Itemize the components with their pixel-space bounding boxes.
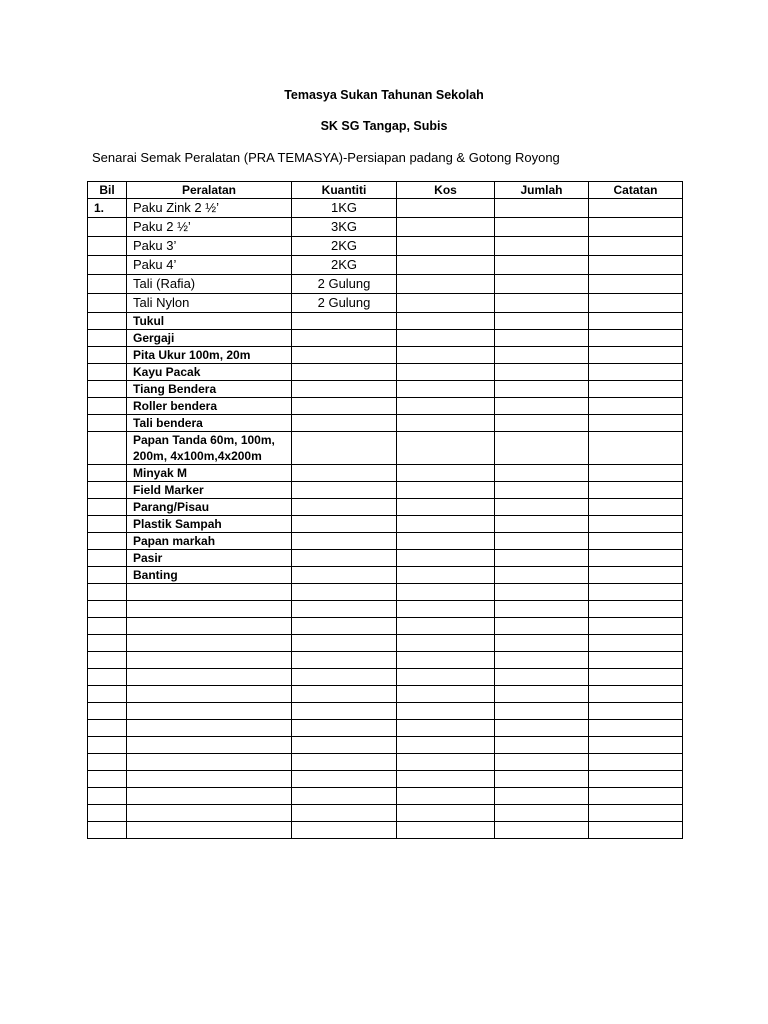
cell-catatan xyxy=(589,330,683,347)
table-row xyxy=(88,499,683,516)
cell-kuantiti xyxy=(292,567,397,584)
cell-kuantiti xyxy=(292,516,397,533)
header-kos: Kos xyxy=(397,182,495,199)
cell-bil xyxy=(88,516,127,533)
cell-bil xyxy=(88,720,127,737)
table-row xyxy=(88,313,683,330)
cell-bil xyxy=(88,415,127,432)
cell-jumlah xyxy=(495,313,589,330)
cell-catatan xyxy=(589,415,683,432)
cell-peralatan xyxy=(127,737,292,754)
cell-bil xyxy=(88,669,127,686)
cell-jumlah xyxy=(495,669,589,686)
cell-kuantiti xyxy=(292,686,397,703)
cell-jumlah xyxy=(495,635,589,652)
cell-catatan xyxy=(589,601,683,618)
cell-catatan xyxy=(589,533,683,550)
cell-peralatan: Banting xyxy=(127,567,292,584)
cell-jumlah xyxy=(495,737,589,754)
cell-catatan xyxy=(589,398,683,415)
cell-kuantiti xyxy=(292,669,397,686)
cell-bil xyxy=(88,771,127,788)
cell-catatan xyxy=(589,618,683,635)
cell-bil xyxy=(88,347,127,364)
table-row xyxy=(88,330,683,347)
cell-kos xyxy=(397,652,495,669)
cell-kos xyxy=(397,432,495,465)
cell-kuantiti xyxy=(292,432,397,465)
table-row xyxy=(88,432,683,465)
cell-jumlah xyxy=(495,465,589,482)
cell-bil xyxy=(88,550,127,567)
school-name: SK SG Tangap, Subis xyxy=(320,119,448,133)
table-row xyxy=(88,686,683,703)
cell-catatan xyxy=(589,754,683,771)
cell-peralatan: Paku 2 ½’ xyxy=(127,218,292,237)
cell-catatan xyxy=(589,432,683,465)
cell-catatan xyxy=(589,686,683,703)
table-row xyxy=(88,294,683,313)
cell-jumlah xyxy=(495,275,589,294)
header-bil: Bil xyxy=(88,182,127,199)
cell-peralatan: Kayu Pacak xyxy=(127,364,292,381)
cell-kuantiti xyxy=(292,313,397,330)
cell-peralatan: Parang/Pisau xyxy=(127,499,292,516)
table-row xyxy=(88,364,683,381)
table-row xyxy=(88,805,683,822)
cell-peralatan: Tiang Bendera xyxy=(127,381,292,398)
cell-bil xyxy=(88,275,127,294)
cell-kos xyxy=(397,720,495,737)
table-row xyxy=(88,237,683,256)
document-title: Temasya Sukan Tahunan Sekolah xyxy=(284,88,484,102)
cell-peralatan: Gergaji xyxy=(127,330,292,347)
cell-kos xyxy=(397,533,495,550)
cell-kos xyxy=(397,567,495,584)
cell-bil xyxy=(88,237,127,256)
table-row xyxy=(88,398,683,415)
cell-peralatan: Roller bendera xyxy=(127,398,292,415)
cell-catatan xyxy=(589,381,683,398)
cell-bil xyxy=(88,601,127,618)
cell-peralatan xyxy=(127,703,292,720)
cell-jumlah xyxy=(495,618,589,635)
table-row xyxy=(88,652,683,669)
cell-jumlah xyxy=(495,294,589,313)
cell-peralatan xyxy=(127,788,292,805)
cell-kos xyxy=(397,703,495,720)
cell-jumlah xyxy=(495,218,589,237)
cell-peralatan xyxy=(127,618,292,635)
cell-kos xyxy=(397,618,495,635)
cell-peralatan xyxy=(127,771,292,788)
cell-jumlah xyxy=(495,703,589,720)
cell-kos xyxy=(397,398,495,415)
cell-kuantiti xyxy=(292,635,397,652)
cell-jumlah xyxy=(495,771,589,788)
cell-jumlah xyxy=(495,754,589,771)
cell-catatan xyxy=(589,720,683,737)
cell-kos xyxy=(397,669,495,686)
table-row xyxy=(88,669,683,686)
cell-jumlah xyxy=(495,256,589,275)
cell-peralatan: Papan Tanda 60m, 100m, 200m, 4x100m,4x200m xyxy=(127,432,292,465)
cell-kuantiti xyxy=(292,737,397,754)
cell-kos xyxy=(397,771,495,788)
cell-bil xyxy=(88,618,127,635)
cell-catatan xyxy=(589,218,683,237)
header-jumlah: Jumlah xyxy=(495,182,589,199)
header-kuantiti: Kuantiti xyxy=(292,182,397,199)
table-row xyxy=(88,218,683,237)
cell-peralatan: Minyak M xyxy=(127,465,292,482)
table-row xyxy=(88,381,683,398)
cell-kuantiti xyxy=(292,364,397,381)
cell-peralatan xyxy=(127,754,292,771)
cell-bil xyxy=(88,218,127,237)
cell-jumlah xyxy=(495,550,589,567)
cell-bil xyxy=(88,754,127,771)
cell-jumlah xyxy=(495,516,589,533)
cell-bil xyxy=(88,482,127,499)
table-row xyxy=(88,482,683,499)
cell-jumlah xyxy=(495,237,589,256)
cell-peralatan: Tali Nylon xyxy=(127,294,292,313)
table-row xyxy=(88,567,683,584)
cell-catatan xyxy=(589,465,683,482)
cell-jumlah xyxy=(495,364,589,381)
cell-peralatan: Paku Zink 2 ½’ xyxy=(127,199,292,218)
cell-catatan xyxy=(589,584,683,601)
equipment-table xyxy=(87,181,683,839)
cell-kos xyxy=(397,584,495,601)
cell-catatan xyxy=(589,550,683,567)
table-row xyxy=(88,347,683,364)
cell-jumlah xyxy=(495,499,589,516)
cell-peralatan: Paku 3’ xyxy=(127,237,292,256)
cell-jumlah xyxy=(495,584,589,601)
cell-kos xyxy=(397,256,495,275)
cell-kuantiti xyxy=(292,601,397,618)
cell-bil xyxy=(88,652,127,669)
cell-kuantiti xyxy=(292,805,397,822)
cell-jumlah xyxy=(495,482,589,499)
cell-peralatan: Tali bendera xyxy=(127,415,292,432)
table-row xyxy=(88,199,683,218)
cell-jumlah xyxy=(495,381,589,398)
cell-kuantiti xyxy=(292,465,397,482)
cell-peralatan: Tali (Rafia) xyxy=(127,275,292,294)
header-catatan: Catatan xyxy=(589,182,683,199)
table-row xyxy=(88,788,683,805)
cell-catatan xyxy=(589,635,683,652)
cell-kos xyxy=(397,347,495,364)
cell-kos xyxy=(397,275,495,294)
table-row xyxy=(88,533,683,550)
cell-kuantiti xyxy=(292,499,397,516)
cell-jumlah xyxy=(495,788,589,805)
cell-kos xyxy=(397,499,495,516)
table-body xyxy=(88,199,683,839)
cell-kuantiti: 1KG xyxy=(292,199,397,218)
cell-bil xyxy=(88,499,127,516)
cell-bil xyxy=(88,313,127,330)
cell-bil xyxy=(88,533,127,550)
cell-peralatan: Tukul xyxy=(127,313,292,330)
table-row xyxy=(88,516,683,533)
cell-kos xyxy=(397,788,495,805)
cell-catatan xyxy=(589,822,683,839)
cell-jumlah xyxy=(495,805,589,822)
cell-bil xyxy=(88,635,127,652)
header-peralatan: Peralatan xyxy=(127,182,292,199)
table-row xyxy=(88,584,683,601)
table-row xyxy=(88,822,683,839)
cell-peralatan: Pasir xyxy=(127,550,292,567)
cell-catatan xyxy=(589,275,683,294)
cell-jumlah xyxy=(495,199,589,218)
cell-peralatan xyxy=(127,584,292,601)
cell-catatan xyxy=(589,652,683,669)
cell-catatan xyxy=(589,237,683,256)
cell-catatan xyxy=(589,347,683,364)
cell-peralatan xyxy=(127,822,292,839)
cell-kos xyxy=(397,601,495,618)
cell-bil xyxy=(88,686,127,703)
cell-kuantiti xyxy=(292,771,397,788)
cell-catatan xyxy=(589,499,683,516)
cell-kuantiti xyxy=(292,822,397,839)
table-row xyxy=(88,720,683,737)
cell-kos xyxy=(397,330,495,347)
table-row xyxy=(88,635,683,652)
cell-bil xyxy=(88,465,127,482)
cell-kuantiti xyxy=(292,398,397,415)
cell-kos xyxy=(397,381,495,398)
cell-kos xyxy=(397,294,495,313)
cell-kuantiti xyxy=(292,330,397,347)
cell-peralatan xyxy=(127,805,292,822)
cell-kos xyxy=(397,465,495,482)
cell-bil xyxy=(88,788,127,805)
cell-catatan xyxy=(589,364,683,381)
cell-kuantiti: 2KG xyxy=(292,237,397,256)
cell-jumlah xyxy=(495,398,589,415)
cell-bil xyxy=(88,584,127,601)
cell-bil xyxy=(88,256,127,275)
cell-kuantiti: 2 Gulung xyxy=(292,275,397,294)
table-row xyxy=(88,618,683,635)
cell-peralatan: Field Marker xyxy=(127,482,292,499)
table-row xyxy=(88,703,683,720)
cell-kuantiti xyxy=(292,347,397,364)
cell-bil: 1. xyxy=(88,199,127,218)
table-row xyxy=(88,737,683,754)
cell-bil xyxy=(88,703,127,720)
cell-kuantiti xyxy=(292,720,397,737)
cell-bil xyxy=(88,805,127,822)
cell-kuantiti xyxy=(292,754,397,771)
cell-kos xyxy=(397,199,495,218)
cell-kuantiti xyxy=(292,652,397,669)
cell-jumlah xyxy=(495,347,589,364)
cell-kos xyxy=(397,313,495,330)
cell-bil xyxy=(88,567,127,584)
cell-bil xyxy=(88,432,127,465)
cell-catatan xyxy=(589,771,683,788)
cell-catatan xyxy=(589,805,683,822)
cell-kos xyxy=(397,635,495,652)
cell-kos xyxy=(397,237,495,256)
table-row xyxy=(88,754,683,771)
table-row xyxy=(88,601,683,618)
cell-peralatan xyxy=(127,686,292,703)
cell-jumlah xyxy=(495,822,589,839)
cell-kos xyxy=(397,754,495,771)
cell-peralatan xyxy=(127,669,292,686)
table-header-row xyxy=(88,182,683,199)
cell-kos xyxy=(397,516,495,533)
cell-jumlah xyxy=(495,720,589,737)
cell-kos xyxy=(397,550,495,567)
cell-kuantiti xyxy=(292,533,397,550)
cell-kos xyxy=(397,805,495,822)
cell-kuantiti xyxy=(292,381,397,398)
cell-jumlah xyxy=(495,686,589,703)
cell-catatan xyxy=(589,669,683,686)
cell-peralatan xyxy=(127,720,292,737)
table-row xyxy=(88,465,683,482)
cell-kuantiti xyxy=(292,703,397,720)
cell-kuantiti xyxy=(292,618,397,635)
cell-peralatan: Pita Ukur 100m, 20m xyxy=(127,347,292,364)
cell-catatan xyxy=(589,199,683,218)
cell-kuantiti: 2 Gulung xyxy=(292,294,397,313)
cell-kos xyxy=(397,737,495,754)
cell-jumlah xyxy=(495,533,589,550)
cell-catatan xyxy=(589,703,683,720)
cell-catatan xyxy=(589,482,683,499)
cell-kuantiti xyxy=(292,482,397,499)
cell-jumlah xyxy=(495,432,589,465)
cell-jumlah xyxy=(495,415,589,432)
cell-kuantiti: 3KG xyxy=(292,218,397,237)
cell-kos xyxy=(397,415,495,432)
cell-bil xyxy=(88,737,127,754)
cell-bil xyxy=(88,364,127,381)
cell-bil xyxy=(88,330,127,347)
cell-kuantiti: 2KG xyxy=(292,256,397,275)
table-row xyxy=(88,550,683,567)
cell-peralatan: Paku 4’ xyxy=(127,256,292,275)
table-row xyxy=(88,275,683,294)
cell-bil xyxy=(88,822,127,839)
checklist-subtitle: Senarai Semak Peralatan (PRA TEMASYA)-Persiapan padang & Gotong Royong xyxy=(92,150,560,165)
cell-kuantiti xyxy=(292,415,397,432)
cell-catatan xyxy=(589,294,683,313)
table-row xyxy=(88,415,683,432)
cell-peralatan: Papan markah xyxy=(127,533,292,550)
cell-catatan xyxy=(589,256,683,275)
cell-kos xyxy=(397,686,495,703)
cell-catatan xyxy=(589,567,683,584)
cell-bil xyxy=(88,398,127,415)
cell-kos xyxy=(397,482,495,499)
cell-catatan xyxy=(589,788,683,805)
cell-jumlah xyxy=(495,652,589,669)
cell-bil xyxy=(88,381,127,398)
cell-kos xyxy=(397,822,495,839)
cell-jumlah xyxy=(495,601,589,618)
cell-peralatan xyxy=(127,652,292,669)
cell-kuantiti xyxy=(292,788,397,805)
table-row xyxy=(88,771,683,788)
cell-bil xyxy=(88,294,127,313)
cell-catatan xyxy=(589,516,683,533)
cell-jumlah xyxy=(495,567,589,584)
table-row xyxy=(88,256,683,275)
cell-kos xyxy=(397,218,495,237)
cell-peralatan xyxy=(127,635,292,652)
cell-kuantiti xyxy=(292,584,397,601)
cell-peralatan xyxy=(127,601,292,618)
cell-peralatan: Plastik Sampah xyxy=(127,516,292,533)
cell-kos xyxy=(397,364,495,381)
cell-jumlah xyxy=(495,330,589,347)
cell-catatan xyxy=(589,313,683,330)
cell-kuantiti xyxy=(292,550,397,567)
cell-catatan xyxy=(589,737,683,754)
